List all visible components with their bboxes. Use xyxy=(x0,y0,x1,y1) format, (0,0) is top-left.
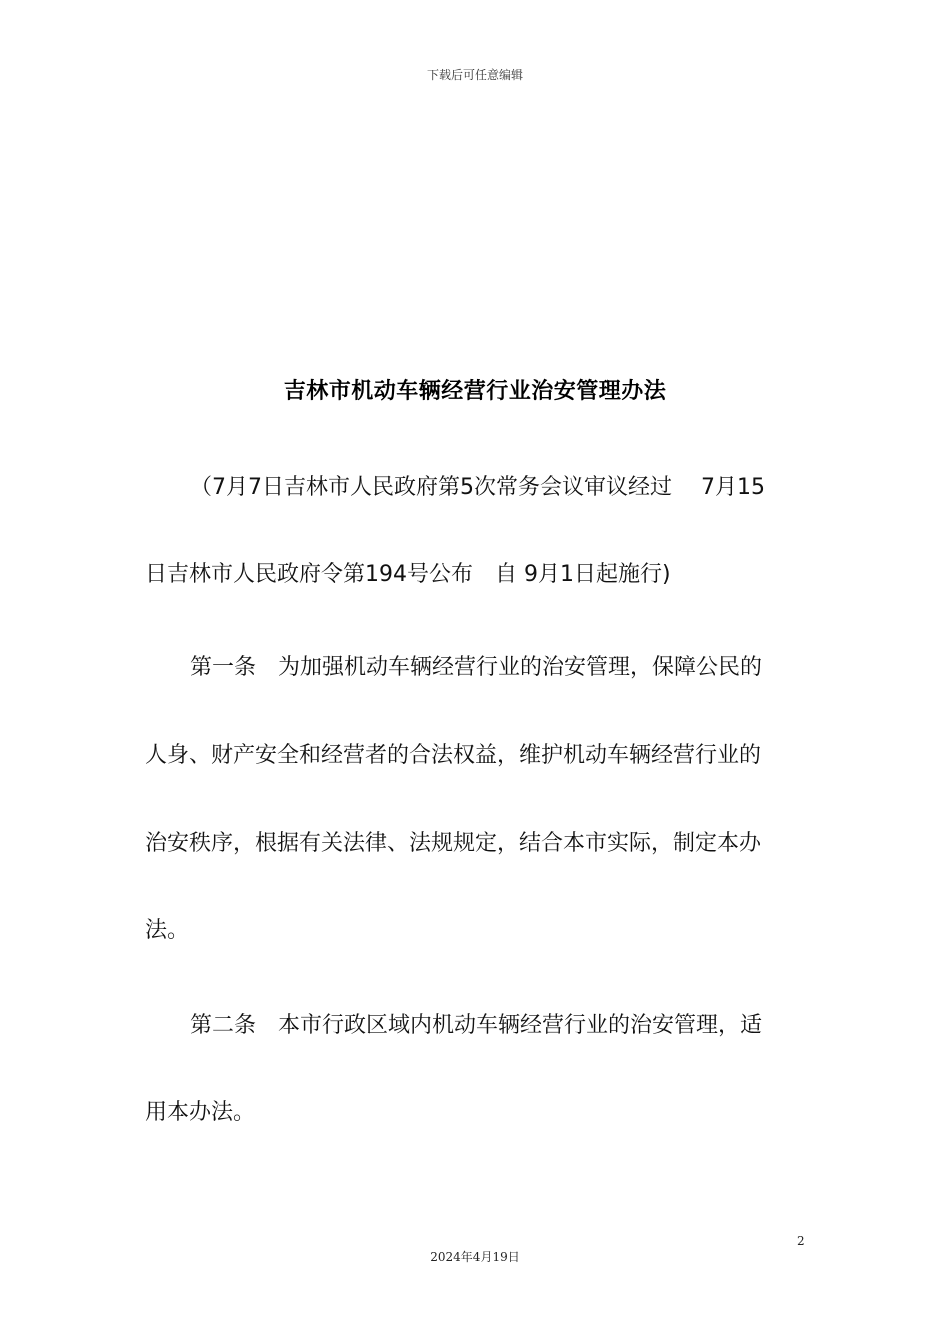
article-2-line-1: 第二条 本市行政区域内机动车辆经营行业的治安管理，适 xyxy=(190,1013,763,1038)
footer-date: 2024年4月19日 xyxy=(430,1250,520,1264)
article-2-line-2: 用本办法。 xyxy=(145,1100,256,1125)
article-1-line-4: 法。 xyxy=(145,918,190,943)
header-note: 下载后可任意编辑 xyxy=(426,68,523,82)
document-title: 吉林市机动车辆经营行业治安管理办法 xyxy=(283,379,667,404)
preamble-line-2: 日吉林市人民政府令第194号公布 自 9月1日起施行) xyxy=(145,562,671,587)
preamble-line-1: （7月7日吉林市人民政府第5次常务会议审议经过 7月15 xyxy=(190,475,765,500)
page-number: 2 xyxy=(797,1234,805,1248)
article-1-line-2: 人身、财产安全和经营者的合法权益，维护机动车辆经营行业的 xyxy=(145,743,762,768)
article-1-line-3: 治安秩序，根据有关法律、法规规定，结合本市实际，制定本办 xyxy=(145,831,762,856)
article-1-line-1: 第一条 为加强机动车辆经营行业的治安管理，保障公民的 xyxy=(190,655,763,680)
